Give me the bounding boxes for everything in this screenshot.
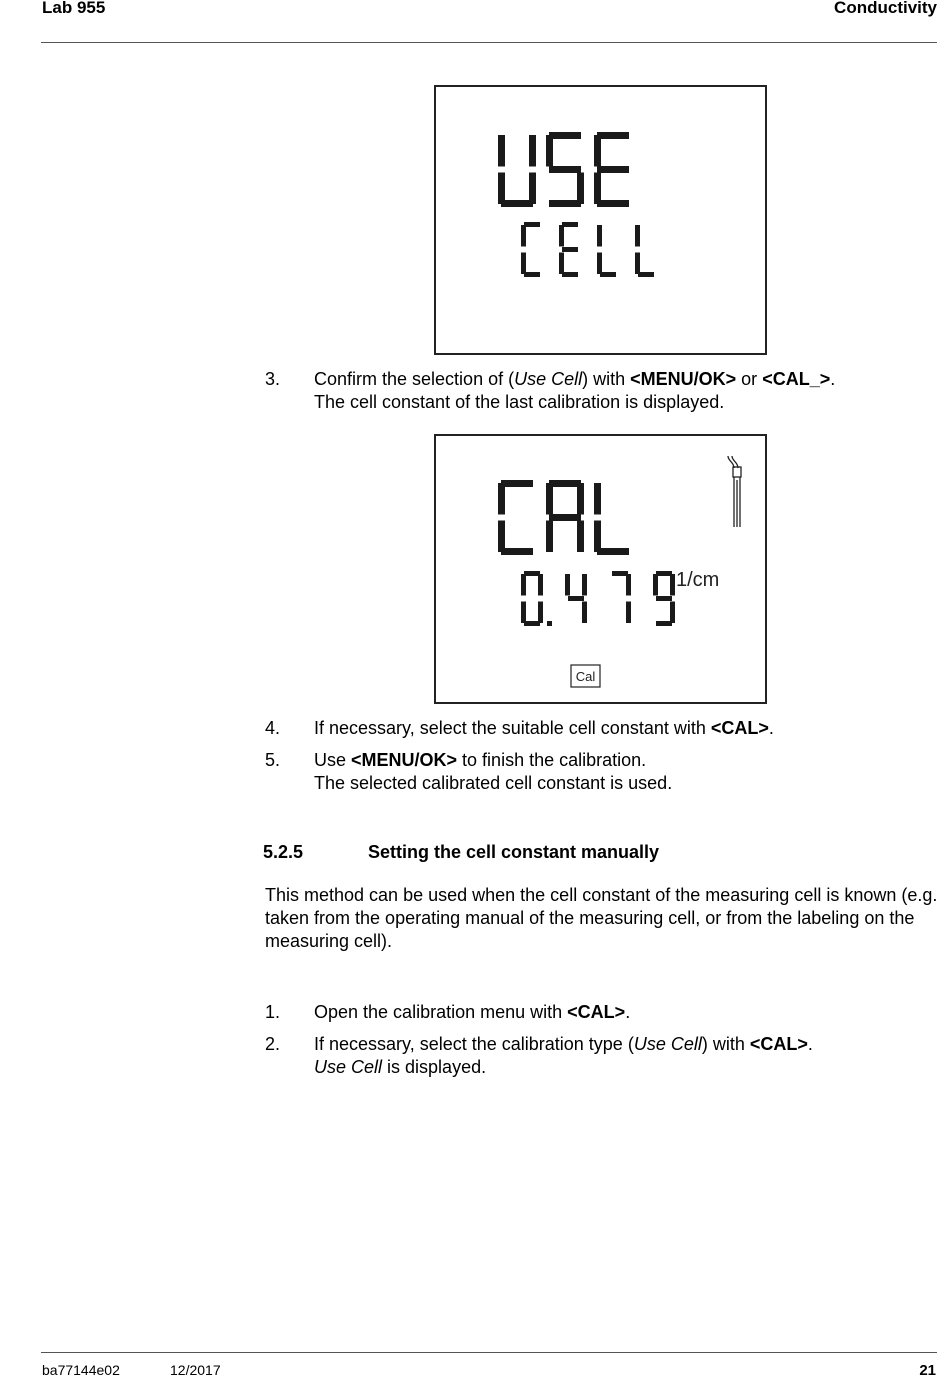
- lcd-segment: [549, 514, 581, 521]
- text-run: If necessary, select the calibration type (: [314, 1034, 634, 1054]
- text-run: Use: [314, 750, 352, 770]
- key-menu-ok: <MENU/OK>: [351, 750, 458, 770]
- section-number: 5.2.5: [263, 842, 304, 862]
- lcd-segment: [538, 574, 543, 596]
- section-intro-paragraph: This method can be used when the cell constant of the measuring cell is known (e.g. taken from the operating manual of the measuring cell, or from the labeling on the measuring cell).: [265, 885, 938, 951]
- lcd-segment: [568, 596, 584, 601]
- text-run: or: [736, 369, 763, 389]
- lcd-segment: [521, 225, 526, 247]
- lcd-segment: [577, 483, 584, 515]
- text-run: .: [830, 369, 836, 389]
- lcd-segment: [538, 602, 543, 624]
- lcd-segment: [549, 166, 581, 173]
- lcd-segment: [498, 483, 505, 515]
- lcd-display-use-cell: [434, 85, 767, 355]
- lcd-segments-cal: [436, 436, 769, 706]
- lcd-segment: [559, 225, 564, 247]
- key-cal: <CAL>: [710, 718, 769, 738]
- lcd-unit-label: 1/cm: [676, 569, 720, 591]
- footer-divider: [41, 1352, 937, 1353]
- step-number: 3.: [265, 369, 281, 389]
- lcd-segment: [562, 247, 578, 252]
- lcd-segment: [498, 173, 505, 205]
- step-number: 4.: [265, 718, 281, 738]
- header-product-name: Lab 955: [42, 0, 106, 17]
- lcd-segment: [524, 272, 540, 277]
- lcd-segment: [501, 200, 533, 207]
- lcd-segment: [529, 173, 536, 205]
- header-divider: [41, 42, 937, 43]
- lcd-display-cal: [434, 434, 767, 704]
- lcd-segment: [597, 548, 629, 555]
- step-number: 2.: [265, 1034, 281, 1054]
- lcd-segment: [559, 253, 564, 275]
- probe-icon: [728, 456, 741, 527]
- step-number: 1.: [265, 1002, 281, 1022]
- lcd-segment: [524, 621, 540, 626]
- footer-document-id: ba77144e02: [42, 1362, 120, 1378]
- lcd-segment: [577, 521, 584, 553]
- cal-status-badge: [571, 665, 600, 687]
- section-title: Setting the cell constant manually: [368, 842, 660, 862]
- lcd-segment: [498, 521, 505, 553]
- lcd-segment: [597, 200, 629, 207]
- lcd-text-use: [498, 132, 629, 207]
- lcd-segment: [582, 602, 587, 624]
- lcd-segment: [656, 596, 672, 601]
- key-cal: <CAL>: [567, 1002, 626, 1022]
- lcd-segment: [549, 132, 581, 139]
- lcd-segment: [577, 173, 584, 205]
- lcd-segment: [656, 571, 672, 576]
- text-run: ) with: [701, 1034, 750, 1054]
- lcd-segment: [501, 548, 533, 555]
- cal-badge-label: Cal: [575, 669, 596, 684]
- lcd-segment: [653, 574, 658, 596]
- text-run: .: [625, 1002, 631, 1022]
- lcd-segment: [656, 621, 672, 626]
- lcd-segment: [626, 602, 631, 624]
- step-result-text: The selected calibrated cell constant is used.: [314, 773, 673, 793]
- lcd-segment: [549, 200, 581, 207]
- lcd-segment: [597, 253, 602, 275]
- lcd-segment: [638, 272, 654, 277]
- lcd-segment: [524, 571, 540, 576]
- key-cal: <CAL>: [749, 1034, 808, 1054]
- text-run: to finish the calibration.: [457, 750, 647, 770]
- text-run: .: [768, 718, 774, 738]
- step-result-text: is displayed.: [382, 1057, 487, 1077]
- lcd-segments-use-cell: [436, 87, 769, 357]
- lcd-segment: [521, 574, 526, 596]
- lcd-segment: [501, 480, 533, 487]
- footer-page-number: 21: [919, 1362, 936, 1379]
- lcd-segment: [546, 483, 553, 515]
- lcd-segment: [521, 253, 526, 275]
- lcd-segment: [670, 602, 675, 624]
- lcd-segment: [521, 602, 526, 624]
- lcd-segment: [498, 135, 505, 167]
- step-number: 5.: [265, 750, 281, 770]
- lcd-segment: [612, 571, 628, 576]
- text-run: Confirm the selection of (: [314, 369, 515, 389]
- lcd-text-value: [521, 571, 675, 626]
- text-run: If necessary, select the suitable cell constant with: [314, 718, 711, 738]
- text-run: .: [807, 1034, 813, 1054]
- step-text: [314, 1033, 944, 1079]
- lcd-segment: [626, 574, 631, 596]
- step-text: [314, 368, 944, 414]
- lcd-segment: [529, 135, 536, 167]
- text-italic: Use Cell: [633, 1034, 702, 1054]
- key-menu-ok: <MENU/OK>: [630, 369, 737, 389]
- text-italic: Use Cell: [314, 1057, 383, 1077]
- lcd-segment: [549, 480, 581, 487]
- lcd-segment: [562, 272, 578, 277]
- lcd-segment: [546, 521, 553, 553]
- step-result-text: The cell constant of the last calibration is displayed.: [314, 392, 725, 412]
- lcd-segment: [597, 225, 602, 247]
- lcd-text-cell: [521, 222, 654, 277]
- lcd-segment: [546, 135, 553, 167]
- lcd-text-cal: [498, 480, 629, 555]
- lcd-segment: [594, 521, 601, 553]
- lcd-segment: [597, 166, 629, 173]
- lcd-segment: [597, 132, 629, 139]
- header-chapter-title: Conductivity: [834, 0, 937, 17]
- lcd-segment: [524, 222, 540, 227]
- lcd-segment: [670, 574, 675, 596]
- lcd-segment: [565, 574, 570, 596]
- lcd-segment: [562, 222, 578, 227]
- lcd-segment: [594, 135, 601, 167]
- text-run: ) with: [582, 369, 631, 389]
- text-run: Open the calibration menu with: [314, 1002, 568, 1022]
- lcd-segment: [635, 225, 640, 247]
- step-text: [314, 717, 944, 740]
- lcd-segment: [594, 483, 601, 515]
- lcd-segment: [547, 621, 552, 626]
- lcd-segment: [594, 173, 601, 205]
- footer-date: 12/2017: [170, 1362, 221, 1378]
- lcd-segment: [600, 272, 616, 277]
- step-text: [314, 1001, 944, 1024]
- key-cal: <CAL_>: [762, 369, 831, 389]
- text-italic: Use Cell: [514, 369, 583, 389]
- step-text: [314, 749, 944, 795]
- lcd-segment: [582, 574, 587, 596]
- lcd-segment: [635, 253, 640, 275]
